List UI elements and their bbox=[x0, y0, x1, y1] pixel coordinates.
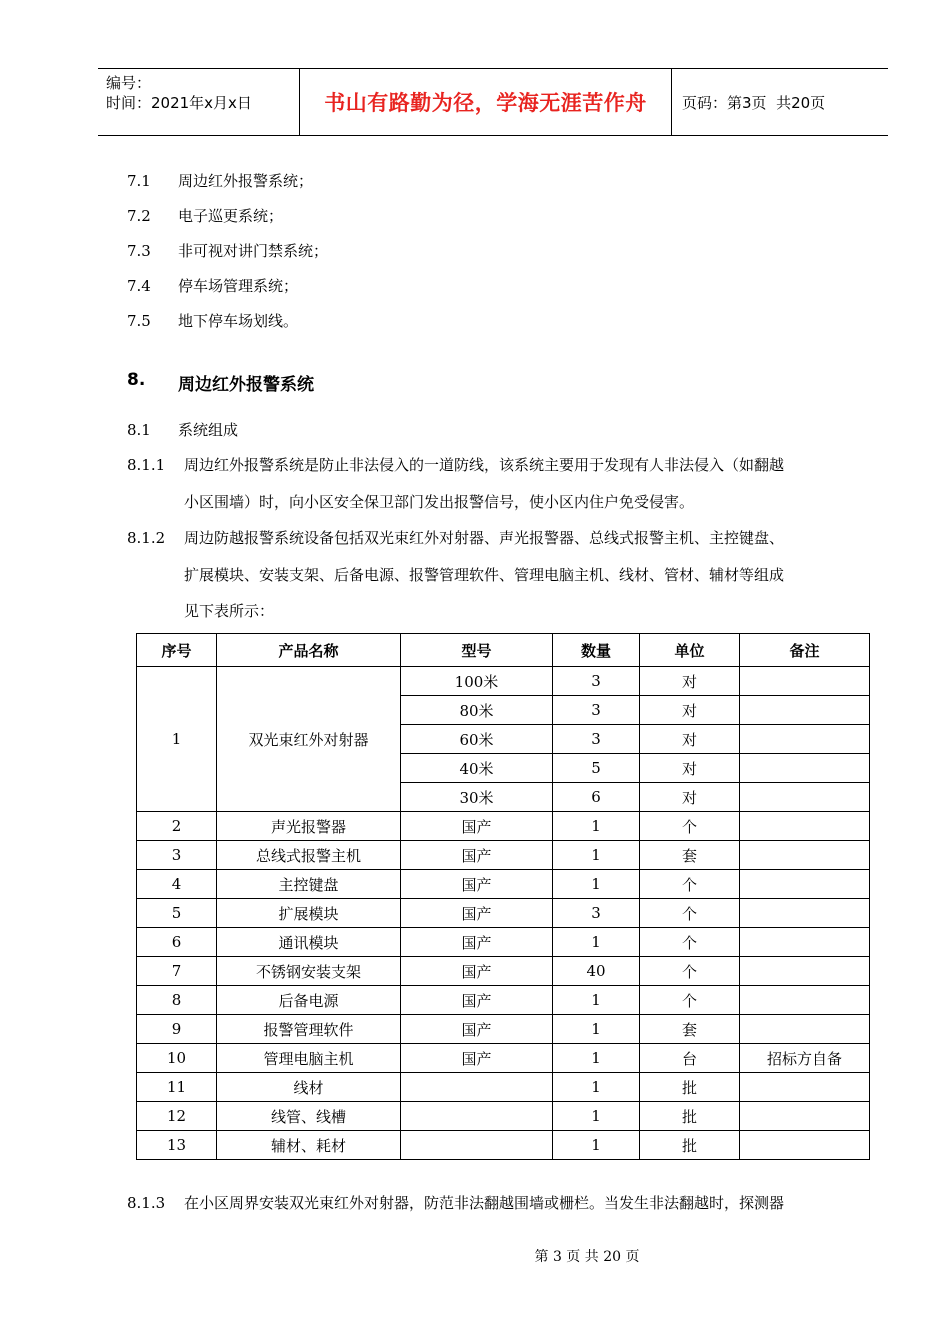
cell-no: 2 bbox=[137, 812, 217, 841]
cell-unit: 个 bbox=[640, 899, 740, 928]
list-item-text: 非可视对讲门禁系统； bbox=[178, 242, 329, 260]
cell-qty: 3 bbox=[553, 725, 640, 754]
column-header: 数量 bbox=[553, 634, 640, 667]
cell-no: 13 bbox=[137, 1131, 217, 1160]
table-row bbox=[137, 667, 870, 696]
cell-note: 招标方自备 bbox=[740, 1044, 870, 1073]
paragraph-line: 周边红外报警系统是防止非法侵入的一道防线，该系统主要用于发现有人非法侵入（如翻越 bbox=[184, 456, 785, 474]
cell-model: 国产 bbox=[401, 928, 553, 957]
paragraph-line: 小区围墙）时，向小区安全保卫部门发出报警信号，使小区内住户免受侵害。 bbox=[184, 493, 695, 511]
table-header-row bbox=[137, 634, 870, 667]
cell-unit: 个 bbox=[640, 957, 740, 986]
paragraph-number: 8.1.1 bbox=[127, 456, 166, 474]
list-item-text: 停车场管理系统； bbox=[178, 277, 299, 295]
cell-qty: 1 bbox=[553, 1015, 640, 1044]
cell-name: 通讯模块 bbox=[217, 928, 401, 957]
cell-no: 4 bbox=[137, 870, 217, 899]
list-item-num: 7.1 bbox=[127, 172, 151, 190]
cell-name: 声光报警器 bbox=[217, 812, 401, 841]
list-item-num: 7.4 bbox=[127, 277, 151, 295]
table-row bbox=[137, 1073, 870, 1102]
cell-no: 10 bbox=[137, 1044, 217, 1073]
cell-no: 11 bbox=[137, 1073, 217, 1102]
cell-unit: 批 bbox=[640, 1073, 740, 1102]
table-row bbox=[137, 1044, 870, 1073]
cell-name: 管理电脑主机 bbox=[217, 1044, 401, 1073]
cell-note bbox=[740, 986, 870, 1015]
cell-model: 国产 bbox=[401, 957, 553, 986]
cell-name: 总线式报警主机 bbox=[217, 841, 401, 870]
table-row bbox=[137, 986, 870, 1015]
cell-unit: 个 bbox=[640, 870, 740, 899]
table-row bbox=[137, 1102, 870, 1131]
section-number: 8. bbox=[127, 370, 146, 390]
cell-qty: 3 bbox=[553, 899, 640, 928]
cell-name: 主控键盘 bbox=[217, 870, 401, 899]
cell-no: 1 bbox=[137, 667, 217, 812]
table-row bbox=[137, 928, 870, 957]
subsection-number: 8.1 bbox=[127, 421, 151, 439]
cell-model: 国产 bbox=[401, 812, 553, 841]
cell-unit: 批 bbox=[640, 1102, 740, 1131]
list-item-num: 7.5 bbox=[127, 312, 151, 330]
cell-model: 40米 bbox=[401, 754, 553, 783]
cell-model: 国产 bbox=[401, 870, 553, 899]
cell-note bbox=[740, 1102, 870, 1131]
cell-qty: 5 bbox=[553, 754, 640, 783]
cell-unit: 对 bbox=[640, 783, 740, 812]
page-header bbox=[98, 68, 888, 136]
cell-qty: 1 bbox=[553, 1131, 640, 1160]
paragraph-number: 8.1.3 bbox=[127, 1194, 166, 1212]
cell-note bbox=[740, 928, 870, 957]
paragraph-number: 8.1.2 bbox=[127, 529, 166, 547]
list-item-text: 电子巡更系统； bbox=[178, 207, 284, 225]
table-row bbox=[137, 1015, 870, 1044]
header-time: 时间：2021年x月x日 bbox=[106, 94, 252, 112]
cell-no: 5 bbox=[137, 899, 217, 928]
paragraph-line: 周边防越报警系统设备包括双光束红外对射器、声光报警器、总线式报警主机、主控键盘、 bbox=[184, 529, 785, 547]
cell-note bbox=[740, 725, 870, 754]
cell-qty: 3 bbox=[553, 667, 640, 696]
cell-qty: 1 bbox=[553, 1073, 640, 1102]
cell-unit: 台 bbox=[640, 1044, 740, 1073]
table-row bbox=[137, 870, 870, 899]
cell-note bbox=[740, 754, 870, 783]
column-header: 备注 bbox=[740, 634, 870, 667]
cell-unit: 对 bbox=[640, 725, 740, 754]
cell-unit: 套 bbox=[640, 841, 740, 870]
cell-model: 国产 bbox=[401, 1044, 553, 1073]
table-row bbox=[137, 1131, 870, 1160]
cell-model: 80米 bbox=[401, 696, 553, 725]
cell-name: 辅材、耗材 bbox=[217, 1131, 401, 1160]
section-title: 周边红外报警系统 bbox=[178, 375, 314, 395]
cell-model bbox=[401, 1073, 553, 1102]
cell-qty: 3 bbox=[553, 696, 640, 725]
cell-qty: 1 bbox=[553, 928, 640, 957]
cell-qty: 1 bbox=[553, 870, 640, 899]
table-row bbox=[137, 957, 870, 986]
list-item-num: 7.3 bbox=[127, 242, 151, 260]
cell-name: 线管、线槽 bbox=[217, 1102, 401, 1131]
cell-note bbox=[740, 957, 870, 986]
cell-qty: 1 bbox=[553, 1102, 640, 1131]
paragraph-line: 在小区周界安装双光束红外对射器，防范非法翻越围墙或栅栏。当发生非法翻越时，探测器 bbox=[184, 1194, 785, 1212]
cell-model: 60米 bbox=[401, 725, 553, 754]
cell-qty: 1 bbox=[553, 812, 640, 841]
column-header: 型号 bbox=[401, 634, 553, 667]
cell-no: 3 bbox=[137, 841, 217, 870]
list-item-text: 地下停车场划线。 bbox=[178, 312, 299, 330]
header-page: 页码：第3页 共20页 bbox=[682, 93, 826, 112]
cell-name: 线材 bbox=[217, 1073, 401, 1102]
cell-unit: 个 bbox=[640, 812, 740, 841]
cell-model: 国产 bbox=[401, 899, 553, 928]
cell-note bbox=[740, 1131, 870, 1160]
cell-no: 8 bbox=[137, 986, 217, 1015]
cell-unit: 套 bbox=[640, 1015, 740, 1044]
cell-note bbox=[740, 870, 870, 899]
list-item-text: 周边红外报警系统； bbox=[178, 172, 314, 190]
header-code: 编号： bbox=[106, 74, 152, 92]
cell-name: 后备电源 bbox=[217, 986, 401, 1015]
cell-model: 国产 bbox=[401, 841, 553, 870]
cell-qty: 40 bbox=[553, 957, 640, 986]
cell-no: 9 bbox=[137, 1015, 217, 1044]
cell-model bbox=[401, 1131, 553, 1160]
table-row bbox=[137, 812, 870, 841]
cell-model: 30米 bbox=[401, 783, 553, 812]
cell-no: 7 bbox=[137, 957, 217, 986]
cell-unit: 对 bbox=[640, 667, 740, 696]
footer-page-number: 第 3 页 共 20 页 bbox=[534, 1249, 640, 1265]
cell-note bbox=[740, 1015, 870, 1044]
cell-name: 双光束红外对射器 bbox=[217, 667, 401, 812]
cell-model bbox=[401, 1102, 553, 1131]
cell-no: 12 bbox=[137, 1102, 217, 1131]
cell-note bbox=[740, 667, 870, 696]
cell-note bbox=[740, 841, 870, 870]
cell-model: 国产 bbox=[401, 986, 553, 1015]
subsection-title: 系统组成 bbox=[178, 421, 239, 439]
table-row bbox=[137, 841, 870, 870]
cell-model: 国产 bbox=[401, 1015, 553, 1044]
list-item-num: 7.2 bbox=[127, 207, 151, 225]
column-header: 产品名称 bbox=[217, 634, 401, 667]
cell-no: 6 bbox=[137, 928, 217, 957]
cell-name: 扩展模块 bbox=[217, 899, 401, 928]
cell-note bbox=[740, 899, 870, 928]
table-row bbox=[137, 899, 870, 928]
cell-unit: 批 bbox=[640, 1131, 740, 1160]
cell-note bbox=[740, 783, 870, 812]
cell-note bbox=[740, 812, 870, 841]
cell-note bbox=[740, 1073, 870, 1102]
cell-note bbox=[740, 696, 870, 725]
cell-name: 报警管理软件 bbox=[217, 1015, 401, 1044]
cell-unit: 对 bbox=[640, 696, 740, 725]
column-header: 单位 bbox=[640, 634, 740, 667]
cell-unit: 个 bbox=[640, 986, 740, 1015]
cell-unit: 对 bbox=[640, 754, 740, 783]
page-footer bbox=[0, 1246, 950, 1266]
header-motto: 书山有路勤为径，学海无涯苦作舟 bbox=[300, 69, 672, 135]
cell-qty: 1 bbox=[553, 841, 640, 870]
equipment-table bbox=[136, 633, 870, 1160]
cell-qty: 6 bbox=[553, 783, 640, 812]
column-header: 序号 bbox=[137, 634, 217, 667]
cell-unit: 个 bbox=[640, 928, 740, 957]
cell-qty: 1 bbox=[553, 986, 640, 1015]
paragraph-line: 见下表所示： bbox=[184, 602, 275, 620]
header-meta bbox=[98, 69, 300, 135]
cell-qty: 1 bbox=[553, 1044, 640, 1073]
cell-model: 100米 bbox=[401, 667, 553, 696]
paragraph-line: 扩展模块、安装支架、后备电源、报警管理软件、管理电脑主机、线材、管材、辅材等组成 bbox=[184, 566, 785, 584]
cell-name: 不锈钢安装支架 bbox=[217, 957, 401, 986]
